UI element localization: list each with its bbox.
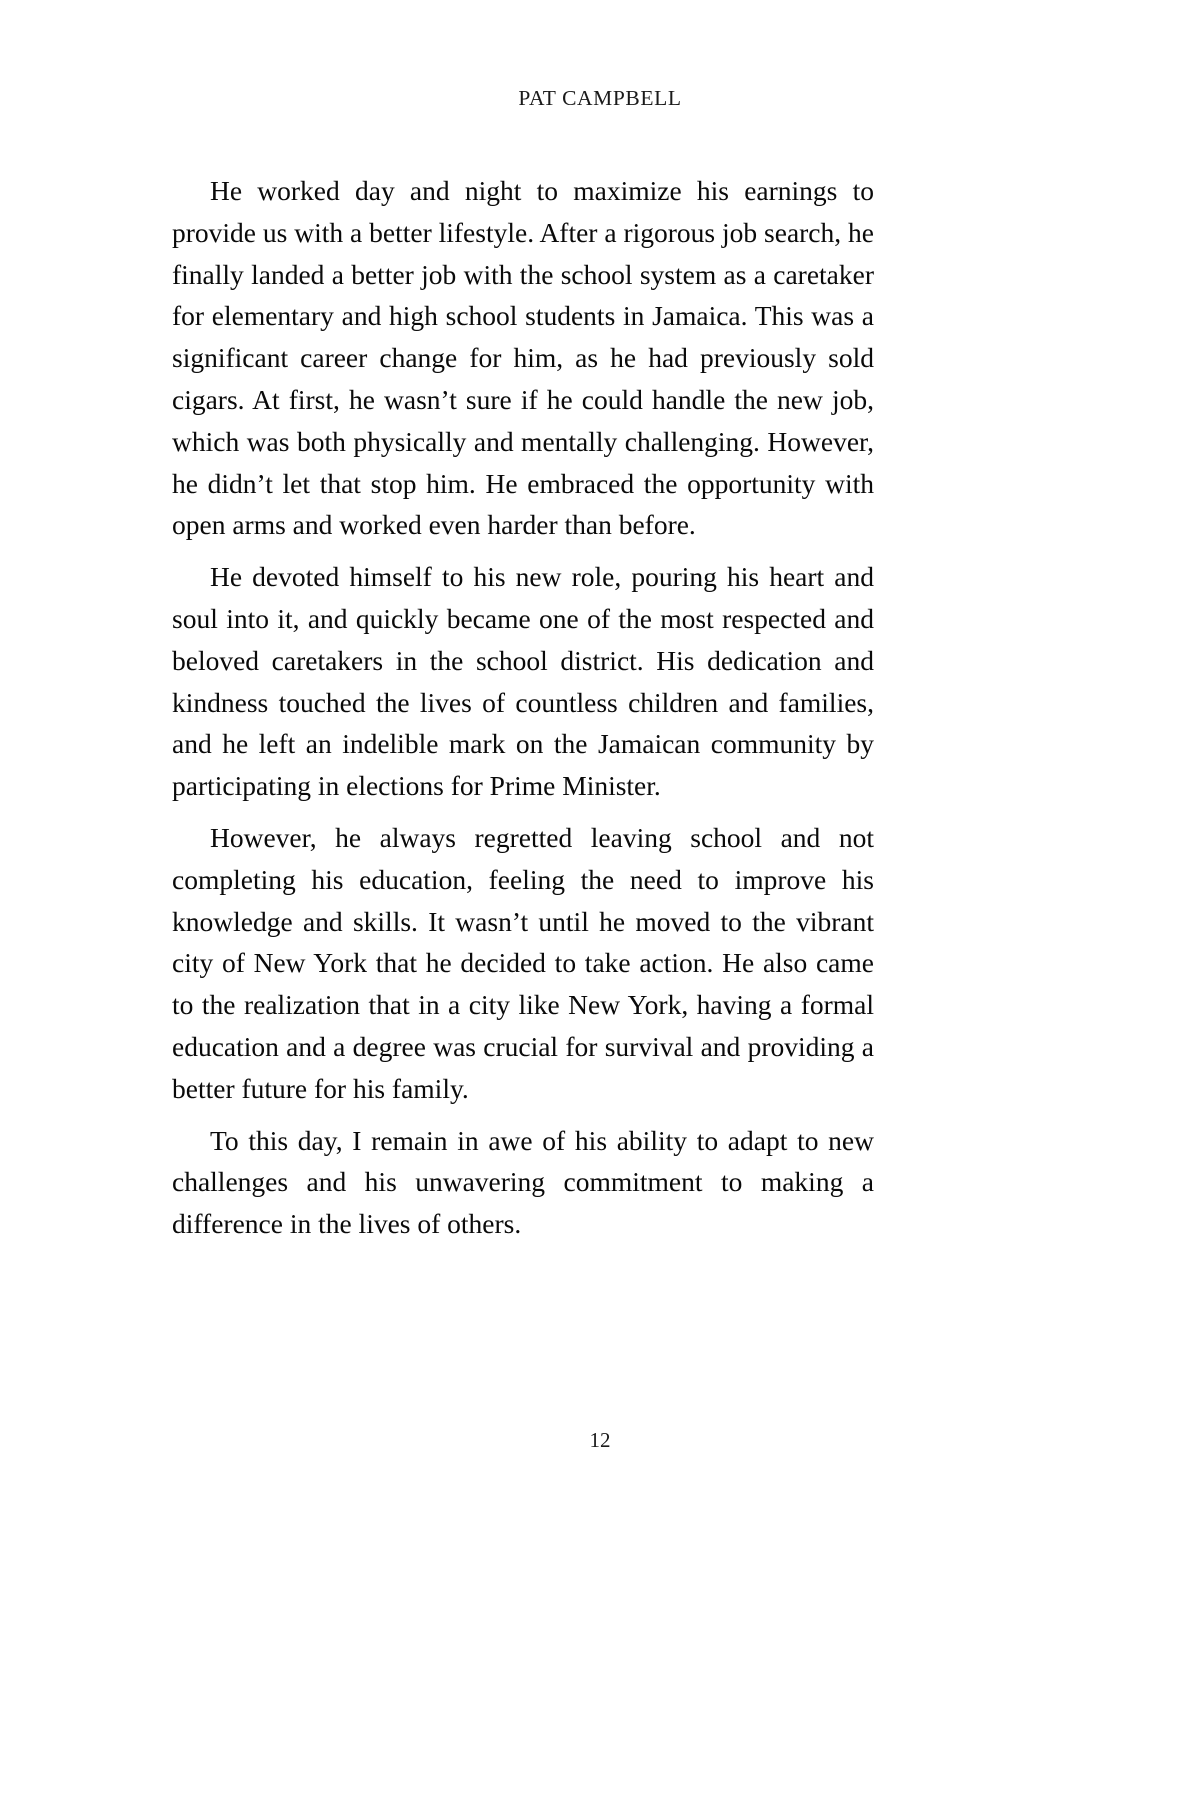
paragraph: He devoted himself to his new role, pouring his heart and soul into it, and quickly became one of the most respected and beloved caretakers in the school district. His dedication and kindness touched the lives of countless children and families, and he left an indelible mark on the Jamaican community by participating in elections for Prime Minister. xyxy=(172,561,874,802)
paragraph: To this day, I remain in awe of his ability to adapt to new challenges and his unwavering commitment to making a difference in the lives of others. xyxy=(172,1124,874,1240)
body-text-block xyxy=(172,170,874,1245)
running-header: PAT CAMPBELL xyxy=(518,86,682,110)
paragraph: He worked day and night to maximize his earnings to provide us with a better lifestyle. After a rigorous job search, he finally landed a better job with the school system as a caretaker for elementary and high school students in Jamaica. This was a significant career change for him, as he had previously sold cigars. At first, he wasn’t sure if he could handle the new job, which was both physically and mentally challenging. However, he didn’t let that stop him. He embraced the opportunity with open arms and worked even harder than before. xyxy=(172,175,874,541)
page-number: 12 xyxy=(589,1428,611,1452)
paragraph: However, he always regretted leaving school and not completing his education, feeling the need to improve his knowledge and skills. It wasn’t until he moved to the vibrant city of New York that he decided to take action. He also came to the realization that in a city like New York, having a formal education and a degree was crucial for survival and providing a better future for his family. xyxy=(172,821,874,1104)
